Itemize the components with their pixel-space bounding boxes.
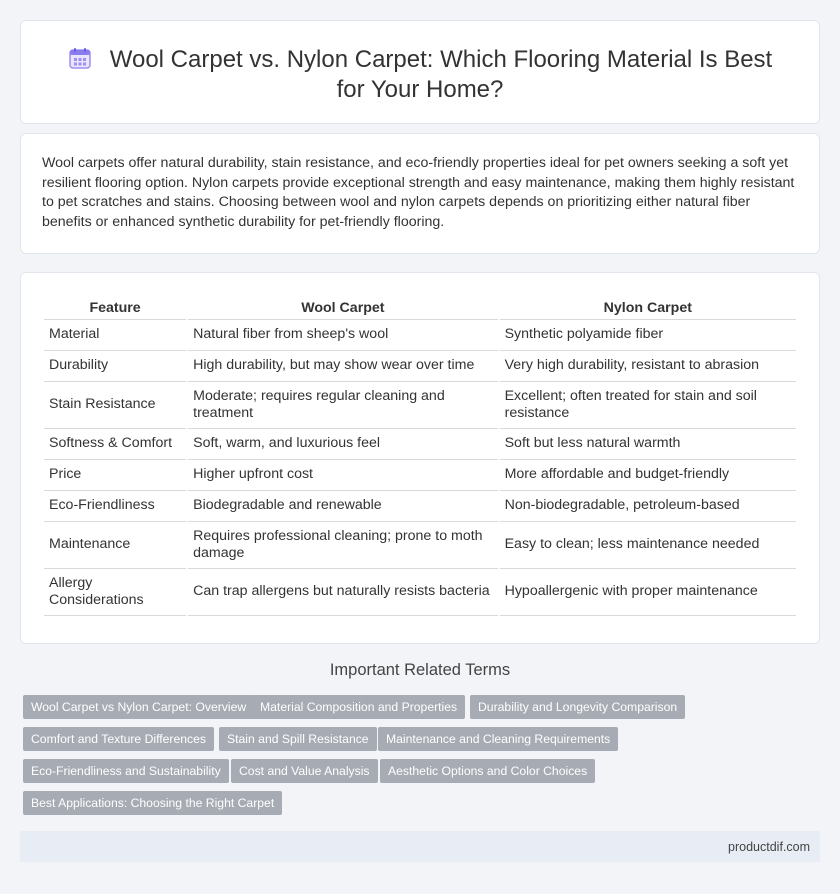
table-row (44, 382, 796, 429)
comparison-table (42, 295, 798, 616)
wool-cell: Can trap allergens but naturally resists bacteria (188, 569, 497, 616)
page-title (21, 45, 819, 105)
feature-cell: Eco-Friendliness (44, 491, 186, 522)
table-row (44, 569, 796, 616)
feature-cell: Allergy Considerations (44, 569, 186, 616)
wool-cell: Higher upfront cost (188, 460, 497, 491)
nylon-cell: Soft but less natural warmth (500, 429, 796, 460)
wool-cell: Requires professional cleaning; prone to moth damage (188, 522, 497, 569)
footer (20, 831, 820, 862)
nylon-cell: Excellent; often treated for stain and soil resistance (500, 382, 796, 429)
related-tag[interactable]: Cost and Value Analysis (231, 759, 378, 783)
related-tag[interactable]: Comfort and Texture Differences (23, 727, 214, 751)
related-tag[interactable]: Stain and Spill Resistance (219, 727, 377, 751)
calendar-icon (68, 46, 92, 70)
wool-cell: Moderate; requires regular cleaning and treatment (188, 382, 497, 429)
wool-cell: Natural fiber from sheep's wool (188, 320, 497, 351)
nylon-cell: Non-biodegradable, petroleum-based (500, 491, 796, 522)
wool-cell: Soft, warm, and luxurious feel (188, 429, 497, 460)
table-row (44, 429, 796, 460)
table-row (44, 320, 796, 351)
feature-cell: Durability (44, 351, 186, 382)
related-tag[interactable]: Durability and Longevity Comparison (470, 695, 685, 719)
page-title-text: Wool Carpet vs. Nylon Carpet: Which Flooring Material Is Best for Your Home? (109, 46, 773, 103)
related-terms-title: Important Related Terms (329, 661, 511, 679)
related-tag[interactable]: Material Composition and Properties (252, 695, 465, 719)
comparison-card (20, 272, 820, 644)
table-row (44, 522, 796, 569)
nylon-cell: Very high durability, resistant to abrasion (500, 351, 796, 382)
related-tag[interactable]: Aesthetic Options and Color Choices (380, 759, 595, 783)
feature-cell: Material (44, 320, 186, 351)
feature-cell: Stain Resistance (44, 382, 186, 429)
table-row (44, 491, 796, 522)
header-feature: Feature (44, 295, 186, 320)
feature-cell: Maintenance (44, 522, 186, 569)
related-tag[interactable]: Eco-Friendliness and Sustainability (23, 759, 229, 783)
nylon-cell: Easy to clean; less maintenance needed (500, 522, 796, 569)
intro-card (20, 133, 820, 254)
table-row (44, 460, 796, 491)
table-row (44, 351, 796, 382)
header-wool: Wool Carpet (188, 295, 497, 320)
nylon-cell: Synthetic polyamide fiber (500, 320, 796, 351)
wool-cell: Biodegradable and renewable (188, 491, 497, 522)
related-tag[interactable]: Maintenance and Cleaning Requirements (378, 727, 618, 751)
table-header-row (44, 295, 796, 320)
header-nylon: Nylon Carpet (500, 295, 796, 320)
related-tag[interactable]: Wool Carpet vs Nylon Carpet: Overview (23, 695, 254, 719)
nylon-cell: Hypoallergenic with proper maintenance (500, 569, 796, 616)
footer-site-link[interactable]: productdif.com (728, 840, 810, 854)
wool-cell: High durability, but may show wear over time (188, 351, 497, 382)
feature-cell: Softness & Comfort (44, 429, 186, 460)
intro-paragraph: Wool carpets offer natural durability, stain resistance, and eco-friendly properties ideal for pet owners seeking a soft yet resilient flooring option. Nylon carpets provide exceptional strength and easy maintenance, making them highly resistant to pet scratches and stains. Choosing between wool and nylon carpets depends on prioritizing either natural fiber benefits or enhanced synthetic durability for pet-friendly flooring. (42, 155, 795, 230)
feature-cell: Price (44, 460, 186, 491)
nylon-cell: More affordable and budget-friendly (500, 460, 796, 491)
related-tag[interactable]: Best Applications: Choosing the Right Carpet (23, 791, 282, 815)
title-card (20, 20, 820, 124)
